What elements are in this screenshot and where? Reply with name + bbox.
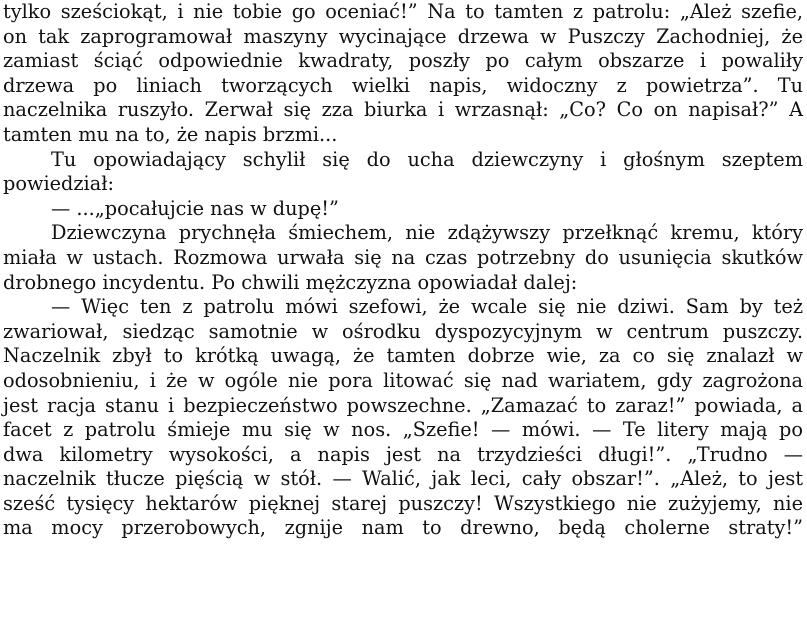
text-line: zwariował, siedząc samotnie w ośrodku dyspozycyjnym w centrum puszczy. [3,319,803,343]
document-page [3,0,803,618]
text-line: Dziewczyna prychnęła śmiechem, nie zdążywszy przełknąć kremu, który [51,221,803,245]
text-line: dwa kilometry wysokości, a napis jest na trzydzieści długi!”. „Trudno — [3,442,803,466]
text-line: naczelnik tłucze pięścią w stół. — Walić, jak leci, cały obszar!”. „Ależ, to jest [3,467,803,491]
text-line: odosobnieniu, i że w ogóle nie pora litować się nad wariatem, gdy zagrożona [3,368,803,392]
text-line: facet z patrolu śmieje mu się w nos. „Szefie! — mówi. — Te litery mają po [3,418,803,442]
text-line: on tak zaprogramował maszyny wycinające drzewa w Puszczy Zachodniej, że [3,24,803,48]
text-line: zamiast ściąć odpowiednie kwadraty, poszły po całym obszarze i powaliły [3,49,803,73]
text-line: naczelnika ruszyło. Zerwał się zza biurka i wrzasnął: „Co? Co on napisał?” A [3,98,803,122]
text-line: — Więc ten z patrolu mówi szefowi, że wcale się nie dziwi. Sam by też [51,295,803,319]
text-line: — ...„pocałujcie nas w dupę!” [51,196,339,220]
text-line: miała w ustach. Rozmowa urwała się na czas potrzebny do usunięcia skutków [3,245,803,269]
text-line: drzewa po liniach tworzących wielki napis, widoczny z powietrza”. Tu [3,73,803,97]
text-line: jest racja stanu i bezpieczeństwo powszechne. „Zamazać to zaraz!” powiada, a [3,393,803,417]
text-line: Naczelnik zbył to krótką uwagą, że tamten dobrze wie, za co się znalazł w [3,344,803,368]
text-line: tylko sześciokąt, i nie tobie go oceniać!” Na to tamten z patrolu: „Ależ szefie, [3,0,803,23]
text-line: tamten mu na to, że napis brzmi... [3,122,338,146]
text-line: ma mocy przerobowych, zgnije nam to drewno, będą cholerne straty!” [3,516,803,540]
text-line: powiedział: [3,172,114,196]
text-line: Tu opowiadający schylił się do ucha dziewczyny i głośnym szeptem [51,147,803,171]
text-line: sześć tysięcy hektarów pięknej starej puszczy! Wszystkiego nie zużyjemy, nie [3,491,803,515]
text-line: drobnego incydentu. Po chwili mężczyzna opowiadał dalej: [3,270,578,294]
